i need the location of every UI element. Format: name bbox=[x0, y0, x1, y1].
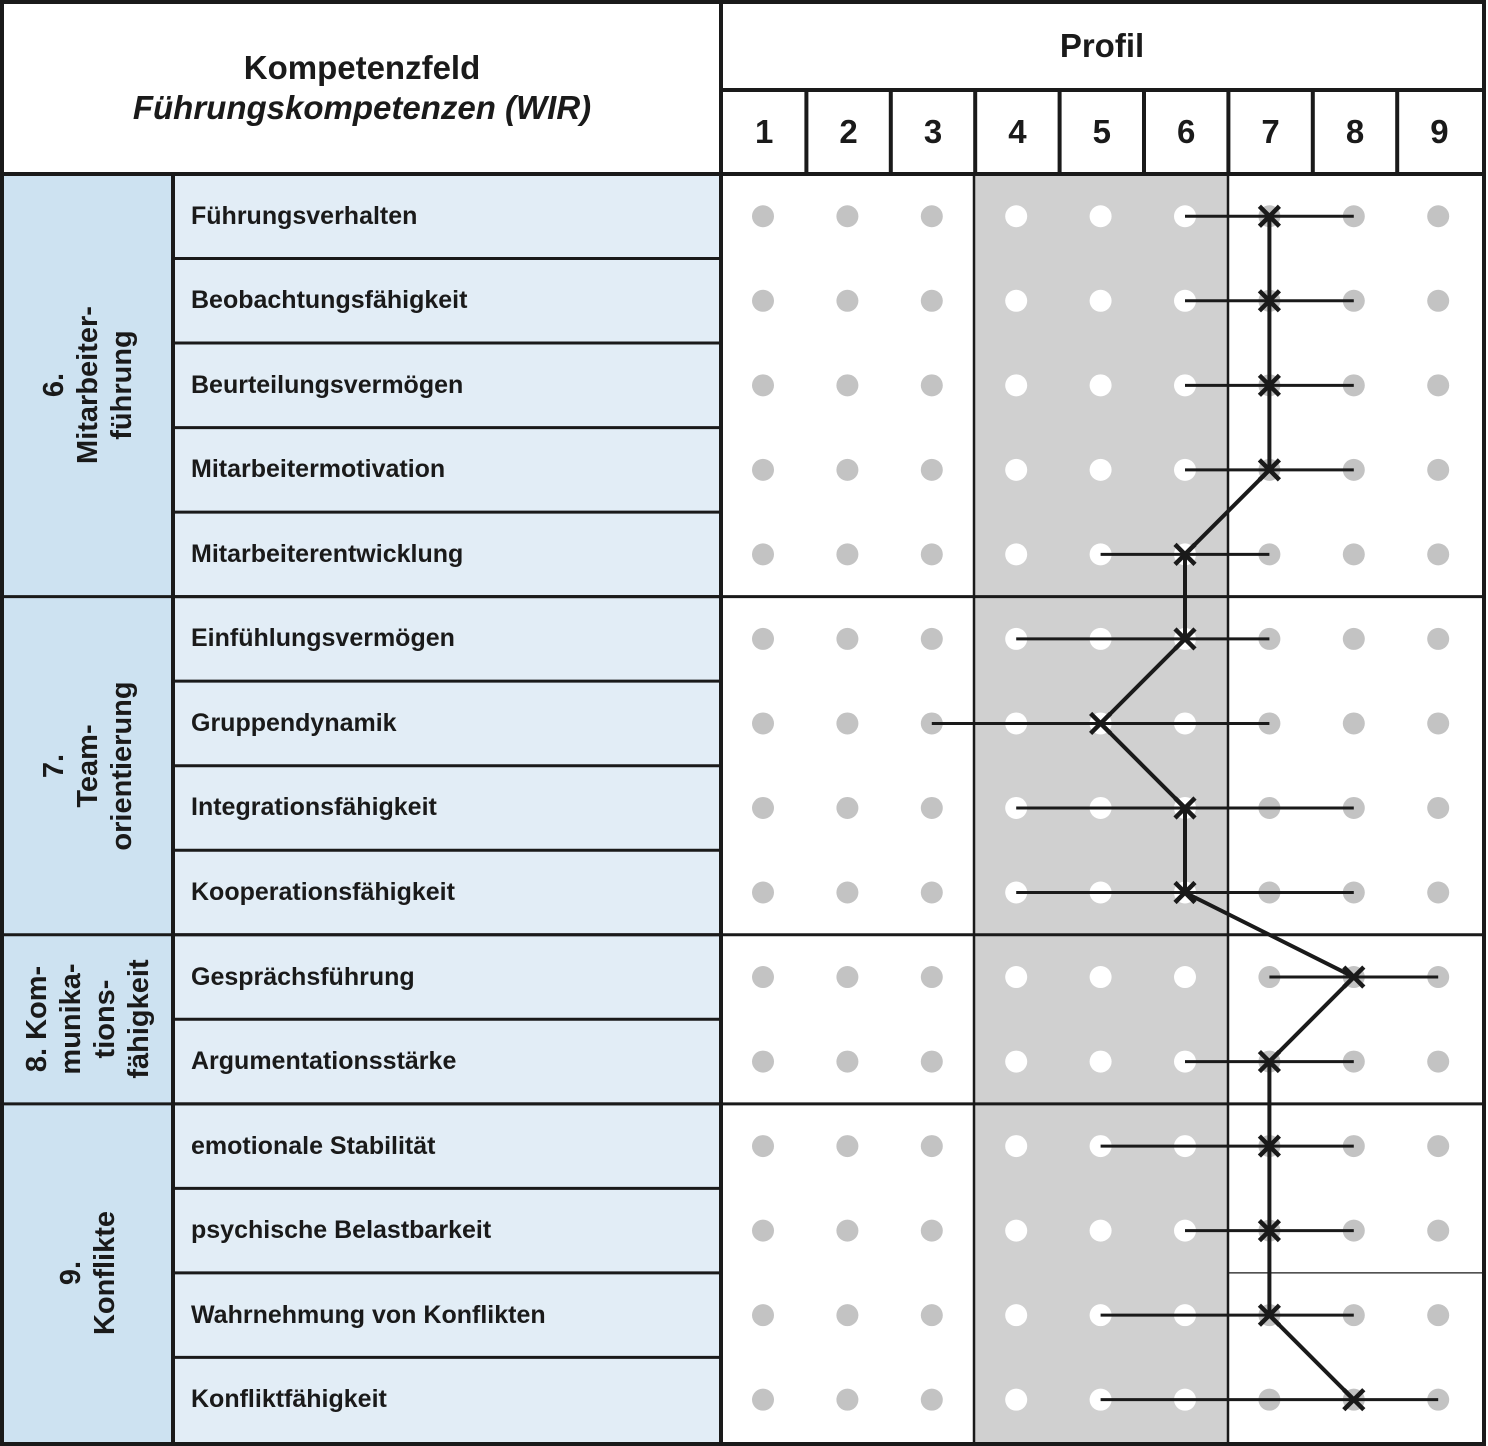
scale-label-8: 8 bbox=[1345, 113, 1365, 150]
item-label: Mitarbeiterentwicklung bbox=[174, 512, 720, 597]
group-label-line: 6. bbox=[38, 373, 70, 398]
scale-dot bbox=[1090, 374, 1112, 396]
scale-dot bbox=[1005, 374, 1027, 396]
scale-dot bbox=[921, 628, 943, 650]
scale-dot bbox=[1005, 1389, 1027, 1411]
scale-dot bbox=[921, 543, 943, 565]
group-label-line: führung bbox=[106, 330, 138, 441]
scale-label-4: 4 bbox=[1008, 113, 1027, 150]
scale-dot bbox=[1090, 1051, 1112, 1073]
scale-dot bbox=[836, 290, 858, 312]
scale-dot bbox=[1427, 374, 1449, 396]
scale-dot bbox=[1005, 205, 1027, 227]
scale-dot bbox=[752, 290, 774, 312]
scale-dot bbox=[1090, 290, 1112, 312]
scale-dot bbox=[1427, 712, 1449, 734]
scale-dot bbox=[921, 797, 943, 819]
group-label-line: Team- bbox=[72, 724, 104, 808]
scale-dot bbox=[1090, 1220, 1112, 1242]
group-label-line: Mitarbeiter- bbox=[72, 306, 104, 465]
scale-dot bbox=[1343, 628, 1365, 650]
group-label-line: fähigkeit bbox=[123, 959, 155, 1079]
scale-dot bbox=[1427, 628, 1449, 650]
scale-dot bbox=[1343, 712, 1365, 734]
scale-dot bbox=[1427, 1051, 1449, 1073]
scale-label-1: 1 bbox=[755, 113, 774, 150]
scale-dot bbox=[1090, 459, 1112, 481]
scale-dot bbox=[752, 628, 774, 650]
scale-dot bbox=[752, 459, 774, 481]
scale-dot bbox=[836, 374, 858, 396]
scale-dot bbox=[921, 1304, 943, 1326]
profile-header: Profil bbox=[1059, 27, 1145, 64]
scale-dot bbox=[1174, 966, 1196, 988]
scale-dot bbox=[921, 1220, 943, 1242]
scale-dot bbox=[836, 205, 858, 227]
scale-dot bbox=[752, 797, 774, 819]
scale-dot bbox=[921, 966, 943, 988]
scale-dot bbox=[1427, 797, 1449, 819]
scale-label-7: 7 bbox=[1261, 113, 1280, 150]
scale-dot bbox=[836, 628, 858, 650]
item-label: Beurteilungsvermögen bbox=[174, 343, 720, 428]
scale-dot bbox=[752, 543, 774, 565]
scale-dot bbox=[836, 797, 858, 819]
group-label-line: 9. bbox=[55, 1260, 87, 1285]
scale-dot bbox=[752, 712, 774, 734]
scale-dot bbox=[1427, 1220, 1449, 1242]
scale-dot bbox=[1005, 1051, 1027, 1073]
scale-dot bbox=[752, 1135, 774, 1157]
scale-dot bbox=[1005, 543, 1027, 565]
item-label: Argumentationsstärke bbox=[174, 1019, 720, 1104]
scale-dot bbox=[1427, 459, 1449, 481]
scale-dot bbox=[1005, 1135, 1027, 1157]
item-label: Kooperationsfähigkeit bbox=[174, 850, 720, 935]
scale-dot bbox=[1427, 882, 1449, 904]
scale-dot bbox=[1090, 966, 1112, 988]
scale-dot bbox=[752, 1389, 774, 1411]
item-label: psychische Belastbarkeit bbox=[174, 1188, 720, 1273]
item-label: Mitarbeitermotivation bbox=[174, 428, 720, 513]
scale-dot bbox=[752, 1220, 774, 1242]
scale-dot bbox=[752, 374, 774, 396]
group-label-line: 7. bbox=[38, 753, 70, 778]
item-label: emotionale Stabilität bbox=[174, 1104, 720, 1189]
scale-label-6: 6 bbox=[1177, 113, 1196, 150]
scale-dot bbox=[921, 374, 943, 396]
scale-dot bbox=[752, 882, 774, 904]
scale-dot bbox=[1005, 966, 1027, 988]
scale-label-9: 9 bbox=[1430, 113, 1449, 150]
item-label: Wahrnehmung von Konflikten bbox=[174, 1273, 720, 1358]
item-label: Gesprächsführung bbox=[174, 935, 720, 1020]
scale-dot bbox=[921, 459, 943, 481]
scale-dot bbox=[921, 1389, 943, 1411]
scale-dot bbox=[1427, 290, 1449, 312]
item-label: Führungsverhalten bbox=[174, 174, 720, 259]
scale-dot bbox=[921, 290, 943, 312]
scale-dot bbox=[921, 205, 943, 227]
scale-label-5: 5 bbox=[1092, 113, 1111, 150]
scale-dot bbox=[1343, 543, 1365, 565]
item-label: Gruppendynamik bbox=[174, 681, 720, 766]
item-label: Beobachtungsfähigkeit bbox=[174, 259, 720, 344]
scale-dot bbox=[921, 1135, 943, 1157]
item-label: Integrationsfähigkeit bbox=[174, 766, 720, 851]
scale-dot bbox=[836, 882, 858, 904]
scale-dot bbox=[836, 966, 858, 988]
scale-dot bbox=[1427, 1304, 1449, 1326]
header-title-line1: Kompetenzfeld bbox=[243, 49, 481, 86]
group-label-line: orientierung bbox=[106, 681, 138, 851]
scale-dot bbox=[921, 1051, 943, 1073]
group-label-line: 8. Kom- bbox=[21, 966, 53, 1073]
scale-dot bbox=[836, 1304, 858, 1326]
scale-dot bbox=[1427, 1135, 1449, 1157]
item-label: Einfühlungsvermögen bbox=[174, 597, 720, 682]
scale-dot bbox=[752, 966, 774, 988]
scale-dot bbox=[1005, 459, 1027, 481]
scale-dot bbox=[752, 205, 774, 227]
scale-dot bbox=[1090, 205, 1112, 227]
scale-dot bbox=[836, 1051, 858, 1073]
scale-label-3: 3 bbox=[923, 113, 943, 150]
header-title-line2: Führungskompetenzen (WIR) bbox=[132, 89, 592, 126]
scale-dot bbox=[1427, 205, 1449, 227]
scale-dot bbox=[1005, 1304, 1027, 1326]
scale-dot bbox=[921, 882, 943, 904]
scale-dot bbox=[1005, 290, 1027, 312]
scale-dot bbox=[1005, 1220, 1027, 1242]
scale-dot bbox=[836, 459, 858, 481]
scale-dot bbox=[836, 543, 858, 565]
scale-dot bbox=[836, 712, 858, 734]
group-label-line: munika- bbox=[55, 963, 87, 1075]
group-label-line: tions- bbox=[89, 979, 121, 1059]
scale-label-2: 2 bbox=[839, 113, 858, 150]
item-label: Konfliktfähigkeit bbox=[174, 1357, 720, 1442]
scale-dot bbox=[752, 1051, 774, 1073]
scale-dot bbox=[752, 1304, 774, 1326]
scale-dot bbox=[836, 1220, 858, 1242]
scale-dot bbox=[836, 1389, 858, 1411]
scale-dot bbox=[836, 1135, 858, 1157]
group-label-line: Konflikte bbox=[89, 1210, 121, 1335]
scale-dot bbox=[1427, 543, 1449, 565]
